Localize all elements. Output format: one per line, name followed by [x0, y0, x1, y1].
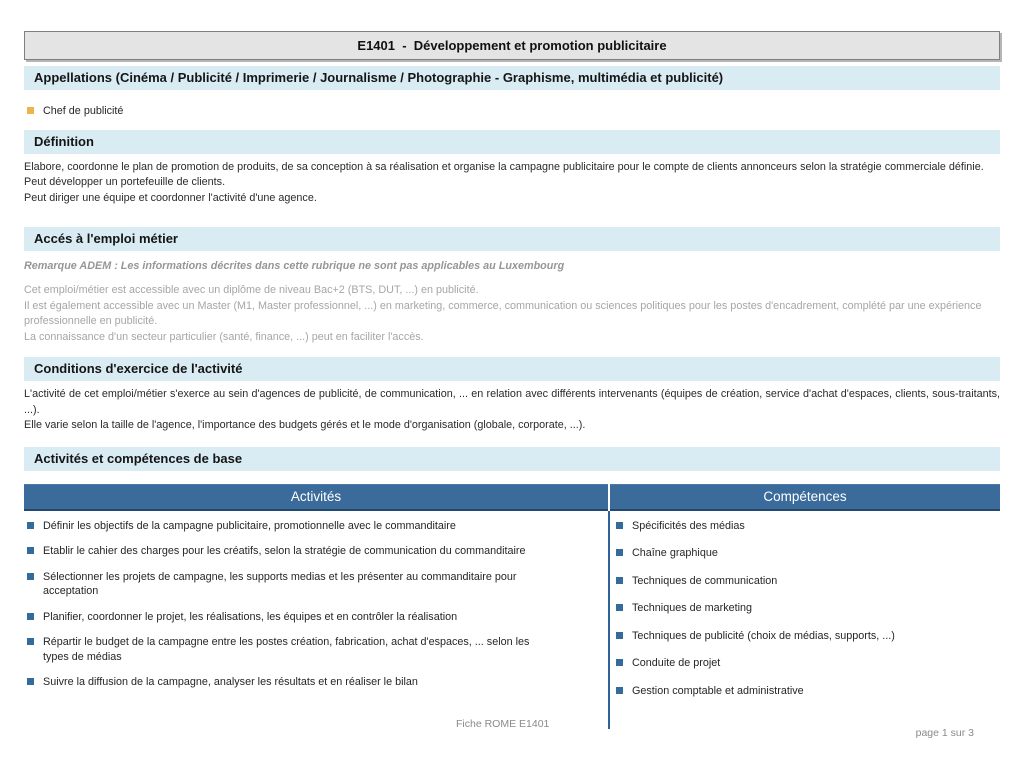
section-heading-appellations: Appellations (Cinéma / Publicité / Imprimerie / Journalisme / Photographie - Graphisme, multimédia et publicité): [24, 66, 1000, 90]
competence-label: Techniques de communication: [632, 574, 778, 587]
acces-line: Il est également accessible avec un Master (M1, Master professionnel, ...) en marketing, commerce, communication ou sciences politiques pour les postes d'encadrement, complété par une expérience professionnelle en publicité.: [24, 299, 982, 327]
adem-remark: Remarque ADEM : Les informations décrites dans cette rubrique ne sont pas applicables au Luxembourg: [24, 260, 565, 272]
competence-item: [616, 629, 990, 644]
activities-competences-table: [24, 484, 1000, 729]
activity-item: [27, 570, 552, 599]
activity-label: Planifier, coordonner le projet, les réalisations, les équipes et en contrôler la réalisation: [43, 610, 458, 623]
activities-list: [24, 511, 608, 729]
square-bullet-icon: [616, 659, 623, 666]
activity-label: Définir les objectifs de la campagne publicitaire, promotionnelle avec le commanditaire: [43, 519, 456, 532]
activities-column-header: Activités: [24, 484, 608, 511]
square-bullet-icon: [27, 638, 34, 645]
square-bullet-icon: [616, 604, 623, 611]
competence-label: Chaîne graphique: [632, 547, 718, 559]
section-heading-conditions: Conditions d'exercice de l'activité: [24, 357, 1000, 381]
conditions-line: Elle varie selon la taille de l'agence, l'importance des budgets gérés et le mode d'organisation (globale, corporate, ...).: [24, 419, 586, 431]
competence-label: Gestion comptable et administrative: [632, 684, 804, 697]
square-bullet-icon: [27, 107, 34, 114]
activity-label: Sélectionner les projets de campagne, les supports medias et les présenter au commanditaire pour acceptation: [43, 570, 517, 597]
competence-item: [616, 574, 990, 589]
section-heading-definition: Définition: [24, 130, 1000, 154]
activity-item: [27, 675, 552, 690]
table-body: [24, 511, 1000, 729]
definition-line: Elabore, coordonne le plan de promotion de produits, de sa conception à sa réalisation et organise la campagne publicitaire pour le compte de clients annonceurs selon la stratégie commerciale définie.: [24, 160, 984, 173]
appellation-item: [27, 104, 1000, 119]
section-heading-acces: Accés à l'emploi métier: [24, 227, 1000, 251]
competences-column-header: Compétences: [610, 484, 1000, 511]
square-bullet-icon: [27, 678, 34, 685]
acces-line: Cet emploi/métier est accessible avec un diplôme de niveau Bac+2 (BTS, DUT, ...) en publicité.: [24, 284, 479, 296]
competence-item: [616, 656, 990, 671]
table-header-row: [24, 484, 1000, 511]
competence-label: Techniques de publicité (choix de médias, supports, ...): [632, 629, 895, 642]
square-bullet-icon: [27, 547, 34, 554]
activity-label: Etablir le cahier des charges pour les créatifs, selon la stratégie de communication du commanditaire: [43, 545, 526, 557]
acces-line: La connaissance d'un secteur particulier (santé, finance, ...) peut en faciliter l'accès.: [24, 330, 424, 343]
conditions-line: L'activité de cet emploi/métier s'exerce au sein d'agences de publicité, de communication, ... en relation avec différents intervenants (équipes de création, service d'achat d'espaces, clients, sous-traitants, ...).: [24, 388, 1000, 416]
competence-item: [616, 684, 990, 699]
definition-line: Peut développer un portefeuille de clients.: [24, 176, 226, 188]
square-bullet-icon: [616, 687, 623, 694]
competence-item: [616, 519, 990, 534]
appellation-label: Chef de publicité: [43, 105, 124, 117]
competences-list: [610, 511, 1000, 729]
conditions-text: [24, 387, 1000, 434]
footer-page-number: page 1 sur 3: [915, 727, 974, 739]
square-bullet-icon: [616, 522, 623, 529]
appellations-list: [27, 104, 1000, 119]
activity-item: [27, 610, 552, 625]
activity-label: Répartir le budget de la campagne entre les postes création, fabrication, achat d'espaces, ... selon les types de médias: [43, 636, 530, 663]
section-heading-activites-competences: Activités et compétences de base: [24, 447, 1000, 471]
competence-label: Spécificités des médias: [632, 519, 745, 532]
competence-item: [616, 601, 990, 616]
competence-label: Techniques de marketing: [632, 602, 753, 614]
activity-item: [27, 544, 552, 559]
competence-label: Conduite de projet: [632, 657, 721, 669]
square-bullet-icon: [616, 549, 623, 556]
page-title: E1401 - Développement et promotion publicitaire: [357, 38, 667, 53]
activity-item: [27, 635, 552, 664]
definition-line: Peut diriger une équipe et coordonner l'activité d'une agence.: [24, 191, 317, 204]
square-bullet-icon: [27, 613, 34, 620]
definition-text: [24, 160, 1000, 207]
square-bullet-icon: [27, 522, 34, 529]
acces-text: [24, 283, 1000, 345]
square-bullet-icon: [27, 573, 34, 580]
square-bullet-icon: [616, 577, 623, 584]
page-title-box: [24, 31, 1000, 60]
activity-label: Suivre la diffusion de la campagne, analyser les résultats et en réaliser le bilan: [43, 676, 418, 688]
competence-item: [616, 546, 990, 561]
footer-doc-ref: Fiche ROME E1401: [456, 718, 550, 730]
activity-item: [27, 519, 552, 534]
square-bullet-icon: [616, 632, 623, 639]
